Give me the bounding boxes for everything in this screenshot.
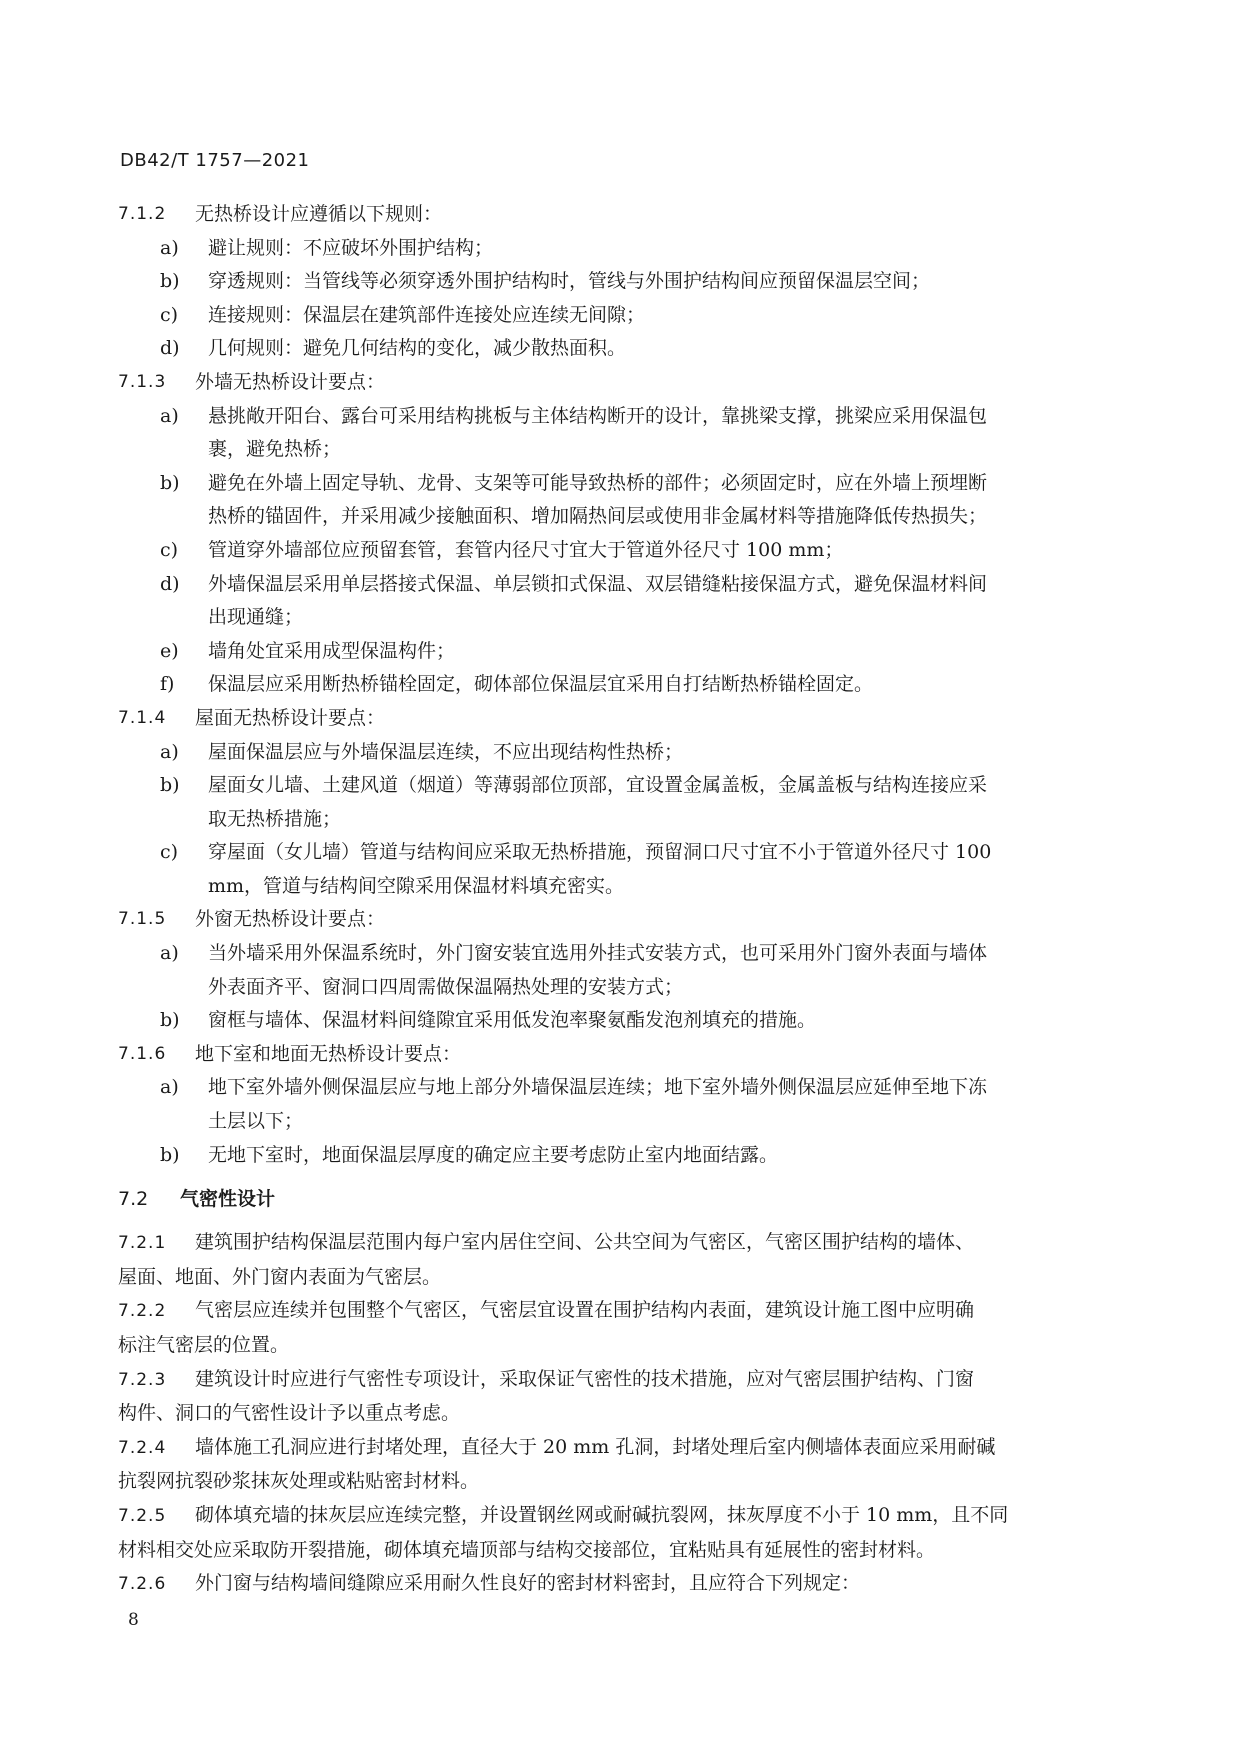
item-label: e) xyxy=(160,639,179,662)
clause-text: 建筑设计时应进行气密性专项设计，采取保证气密性的技术措施，应对气密层围护结构、门窗 xyxy=(195,1367,975,1390)
item-label: d) xyxy=(160,337,180,360)
clause-7-2-2 xyxy=(118,1294,1098,1362)
item-label: a) xyxy=(160,1076,179,1099)
item-text: 避让规则：不应破坏外围护结构； xyxy=(208,236,494,259)
item-text: 连接规则：保温层在建筑部件连接处应连续无间隙； xyxy=(208,303,646,326)
clause-number: 7.2.3 xyxy=(118,1369,167,1390)
item-text: 当外墙采用外保温系统时，外门窗安装宜选用外挂式安装方式，也可采用外门窗外表面与墙体 xyxy=(208,942,988,965)
clause-text: 构件、洞口的气密性设计予以重点考虑。 xyxy=(118,1402,461,1425)
section-heading-7-2 xyxy=(118,1180,1098,1218)
list-item xyxy=(118,836,1098,903)
section-title: 气密性设计 xyxy=(180,1188,276,1211)
clause-7-1-2 xyxy=(118,198,1098,232)
item-label: a) xyxy=(160,236,179,259)
clause-number: 7.2.4 xyxy=(118,1437,167,1458)
list-item xyxy=(118,635,1098,669)
page-number: 8 xyxy=(128,1610,139,1630)
item-text: 窗框与墙体、保温材料间缝隙宜采用低发泡率聚氨酯发泡剂填充的措施。 xyxy=(208,1009,817,1032)
list-item xyxy=(118,1071,1098,1138)
item-text: 热桥的锚固件，并采用减少接触面积、增加隔热间层或使用非金属材料等措施降低传热损失； xyxy=(208,505,988,528)
item-text: mm，管道与结构间空隙采用保温材料填充密实。 xyxy=(208,874,625,897)
clause-number: 7.1.4 xyxy=(118,707,167,728)
item-text: 土层以下； xyxy=(208,1110,304,1133)
item-label: a) xyxy=(160,740,179,763)
item-label: b) xyxy=(160,774,180,797)
clause-7-1-6 xyxy=(118,1038,1098,1072)
clause-number: 7.2.1 xyxy=(118,1233,167,1254)
item-text: 几何规则：避免几何结构的变化，减少散热面积。 xyxy=(208,337,627,360)
item-text: 管道穿外墙部位应预留套管，套管内径尺寸宜大于管道外径尺寸 100 mm； xyxy=(208,538,844,561)
item-label: b) xyxy=(160,1143,180,1166)
clause-number: 7.2.2 xyxy=(118,1301,167,1322)
list-item xyxy=(118,332,1098,366)
item-text: 墙角处宜采用成型保温构件； xyxy=(208,639,456,662)
item-text: 悬挑敞开阳台、露台可采用结构挑板与主体结构断开的设计，靠挑梁支撑，挑梁应采用保温包 xyxy=(208,404,988,427)
clause-title: 屋面无热桥设计要点： xyxy=(195,706,386,729)
list-item xyxy=(118,937,1098,1004)
list-item xyxy=(118,1139,1098,1173)
list-item xyxy=(118,232,1098,266)
section-number: 7.2 xyxy=(118,1188,149,1211)
list-item xyxy=(118,736,1098,770)
clause-number: 7.2.5 xyxy=(118,1505,167,1526)
item-label: c) xyxy=(160,303,179,326)
item-text: 取无热桥措施； xyxy=(208,807,342,830)
clause-text: 材料相交处应采取防开裂措施，砌体填充墙顶部与结构交接部位，宜粘贴具有延展性的密封材料。 xyxy=(118,1538,936,1561)
clause-title: 无热桥设计应遵循以下规则： xyxy=(195,203,443,225)
clause-7-2-5 xyxy=(118,1499,1098,1567)
item-label: d) xyxy=(160,572,180,595)
item-label: c) xyxy=(160,841,179,864)
list-item xyxy=(118,534,1098,568)
clause-text: 墙体施工孔洞应进行封堵处理，直径大于 20 mm 孔洞，封堵处理后室内侧墙体表面应采用耐碱 xyxy=(195,1435,996,1458)
clause-7-2-4 xyxy=(118,1431,1098,1499)
clause-number: 7.1.5 xyxy=(118,909,167,930)
clause-7-1-3 xyxy=(118,366,1098,400)
item-text: 出现通缝； xyxy=(208,606,304,629)
item-text: 穿透规则：当管线等必须穿透外围护结构时，管线与外围护结构间应预留保温层空间； xyxy=(208,270,931,293)
item-text: 地下室外墙外侧保温层应与地上部分外墙保温层连续；地下室外墙外侧保温层应延伸至地下冻 xyxy=(208,1076,988,1099)
clause-text: 标注气密层的位置。 xyxy=(118,1334,290,1356)
item-label: b) xyxy=(160,270,180,293)
clause-7-2-6 xyxy=(118,1567,1098,1602)
clause-title: 外窗无热桥设计要点： xyxy=(195,908,386,931)
item-text: 裹，避免热桥； xyxy=(208,438,342,461)
item-text: 避免在外墙上固定导轨、龙骨、支架等可能导致热桥的部件；必须固定时，应在外墙上预埋断 xyxy=(208,471,988,494)
item-label: a) xyxy=(160,942,179,965)
clause-text: 气密层应连续并包围整个气密区，气密层宜设置在围护结构内表面，建筑设计施工图中应明确 xyxy=(195,1299,975,1322)
clause-title: 外墙无热桥设计要点： xyxy=(195,370,386,393)
clause-7-1-5 xyxy=(118,903,1098,937)
document-code: DB42/T 1757—2021 xyxy=(120,150,310,171)
item-label: b) xyxy=(160,471,180,494)
clause-text: 屋面、地面、外门窗内表面为气密层。 xyxy=(118,1265,442,1288)
clause-text: 外门窗与结构墙间缝隙应采用耐久性良好的密封材料密封，且应符合下列规定： xyxy=(195,1572,861,1595)
list-item xyxy=(118,467,1098,534)
clause-number: 7.2.6 xyxy=(118,1574,167,1595)
item-text: 保温层应采用断热桥锚栓固定，砌体部位保温层宜采用自打结断热桥锚栓固定。 xyxy=(208,673,874,696)
clause-number: 7.1.6 xyxy=(118,1043,167,1064)
clause-text: 抗裂网抗裂砂浆抹灰处理或粘贴密封材料。 xyxy=(118,1470,480,1493)
list-item xyxy=(118,568,1098,635)
page-body xyxy=(118,198,1098,1602)
clause-text: 砌体填充墙的抹灰层应连续完整，并设置钢丝网或耐碱抗裂网，抹灰厚度不小于 10 mm，且不同 xyxy=(195,1503,1009,1526)
clause-7-1-4 xyxy=(118,702,1098,736)
clause-number: 7.1.2 xyxy=(118,204,167,224)
item-text: 外表面齐平、窗洞口四周需做保温隔热处理的安装方式； xyxy=(208,975,684,998)
item-text: 屋面保温层应与外墙保温层连续，不应出现结构性热桥； xyxy=(208,740,684,763)
list-item xyxy=(118,1004,1098,1038)
clause-number: 7.1.3 xyxy=(118,371,167,392)
item-label: a) xyxy=(160,404,179,427)
item-text: 屋面女儿墙、土建风道（烟道）等薄弱部位顶部，宜设置金属盖板，金属盖板与结构连接应采 xyxy=(208,774,988,797)
list-item xyxy=(118,265,1098,299)
item-label: f) xyxy=(160,673,175,696)
item-label: c) xyxy=(160,538,179,561)
item-text: 外墙保温层采用单层搭接式保温、单层锁扣式保温、双层错缝粘接保温方式，避免保温材料间 xyxy=(208,572,988,595)
list-item xyxy=(118,299,1098,333)
clause-text: 建筑围护结构保温层范围内每户室内居住空间、公共空间为气密区，气密区围护结构的墙体、 xyxy=(195,1231,975,1254)
list-item xyxy=(118,400,1098,467)
item-text: 穿屋面（女儿墙）管道与结构间应采取无热桥措施，预留洞口尺寸宜不小于管道外径尺寸 100 xyxy=(208,841,992,864)
item-label: b) xyxy=(160,1009,180,1032)
clause-title: 地下室和地面无热桥设计要点： xyxy=(195,1042,462,1065)
item-text: 无地下室时，地面保温层厚度的确定应主要考虑防止室内地面结露。 xyxy=(208,1143,779,1166)
clause-7-2-3 xyxy=(118,1363,1098,1431)
list-item xyxy=(118,769,1098,836)
list-item xyxy=(118,668,1098,702)
clause-7-2-1 xyxy=(118,1226,1098,1294)
